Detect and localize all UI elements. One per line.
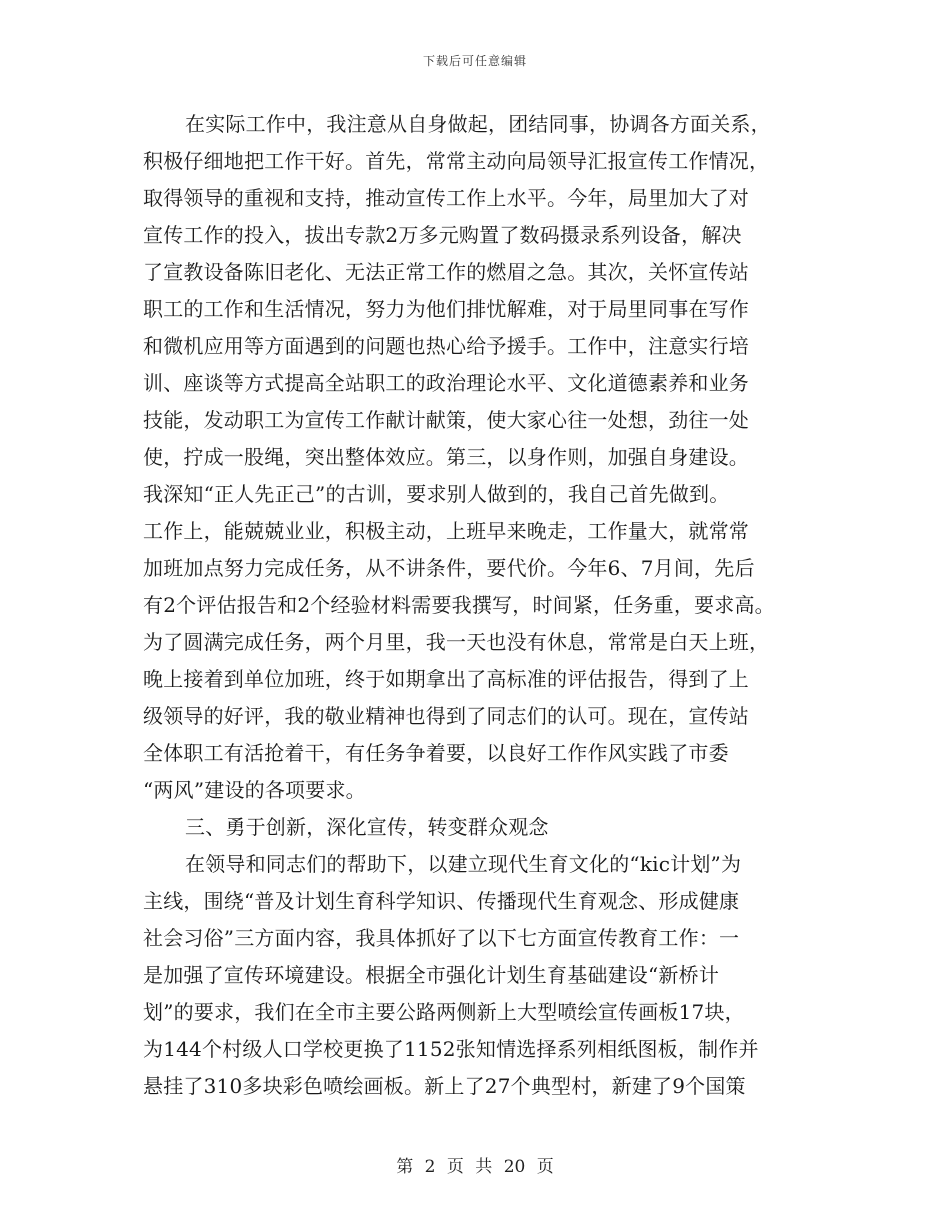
page-footer-pagination: 第 2 页 共 20 页 — [396, 1157, 554, 1177]
text-line: 三、勇于创新，深化宣传，转变群众观念 — [185, 815, 549, 839]
text-line: 使，拧成一股绳，突出整体效应。第三，以身作则，加强自身建设。 — [143, 445, 749, 469]
text-line: 全体职工有活抢着干，有任务争着要，以良好工作作风实践了市委 — [143, 741, 729, 765]
text-line: 加班加点努力完成任务，从不讲条件，要代价。今年6、7月间，先后 — [143, 556, 755, 580]
text-line: 宣传工作的投入，拔出专款2万多元购置了数码摄录系列设备，解决 — [143, 223, 742, 247]
text-line: 划”的要求，我们在全市主要公路两侧新上大型喷绘宣传画板17块， — [143, 1000, 745, 1024]
text-line: 在实际工作中，我注意从自身做起，团结同事，协调各方面关系， — [185, 112, 771, 136]
text-line: 主线，围绕“普及计划生育科学知识、传播现代生育观念、形成健康 — [143, 889, 740, 913]
text-line: 取得领导的重视和支持，推动宣传工作上水平。今年，局里加大了对 — [143, 186, 749, 210]
document-body — [143, 106, 813, 1105]
text-line: 技能，发动职工为宣传工作献计献策，使大家心往一处想，劲往一处 — [143, 408, 749, 432]
text-line: “两风”建设的各项要求。 — [143, 778, 366, 802]
text-line: 悬挂了310多块彩色喷绘画板。新上了27个典型村，新建了9个国策 — [143, 1074, 746, 1098]
text-line: 我深知“正人先正己”的古训，要求别人做到的，我自己首先做到。 — [143, 482, 730, 506]
text-line: 社会习俗”三方面内容，我具体抓好了以下七方面宣传教育工作：一 — [143, 926, 740, 950]
text-line: 训、座谈等方式提高全站职工的政治理论水平、文化道德素养和业务 — [143, 371, 749, 395]
text-line: 为了圆满完成任务，两个月里，我一天也没有休息，常常是白天上班， — [143, 630, 770, 654]
text-line: 级领导的好评，我的敬业精神也得到了同志们的认可。现在，宣传站 — [143, 704, 749, 728]
text-line: 在领导和同志们的帮助下，以建立现代生育文化的“kic计划”为 — [185, 852, 742, 876]
text-line: 为144个村级人口学校更换了1152张知情选择系列相纸图板，制作并 — [143, 1037, 759, 1061]
text-line: 有2个评估报告和2个经验材料需要我撰写，时间紧，任务重，要求高。 — [143, 593, 775, 617]
text-line: 和微机应用等方面遇到的问题也热心给予援手。工作中，注意实行培 — [143, 334, 749, 358]
text-line: 晚上接着到单位加班，终于如期拿出了高标准的评估报告，得到了上 — [143, 667, 749, 691]
page-header: 下载后可任意编辑 — [422, 54, 527, 68]
text-line: 是加强了宣传环境建设。根据全市强化计划生育基础建设“新桥计 — [143, 963, 720, 987]
text-line: 工作上，能兢兢业业，积极主动，上班早来晚走，工作量大，就常常 — [143, 519, 749, 543]
text-line: 了宣教设备陈旧老化、无法正常工作的燃眉之急。其次，关怀宣传站 — [143, 260, 749, 284]
text-line: 积极仔细地把工作干好。首先，常常主动向局领导汇报宣传工作情况， — [143, 149, 770, 173]
text-line: 职工的工作和生活情况，努力为他们排忧解难，对于局里同事在写作 — [143, 297, 749, 321]
